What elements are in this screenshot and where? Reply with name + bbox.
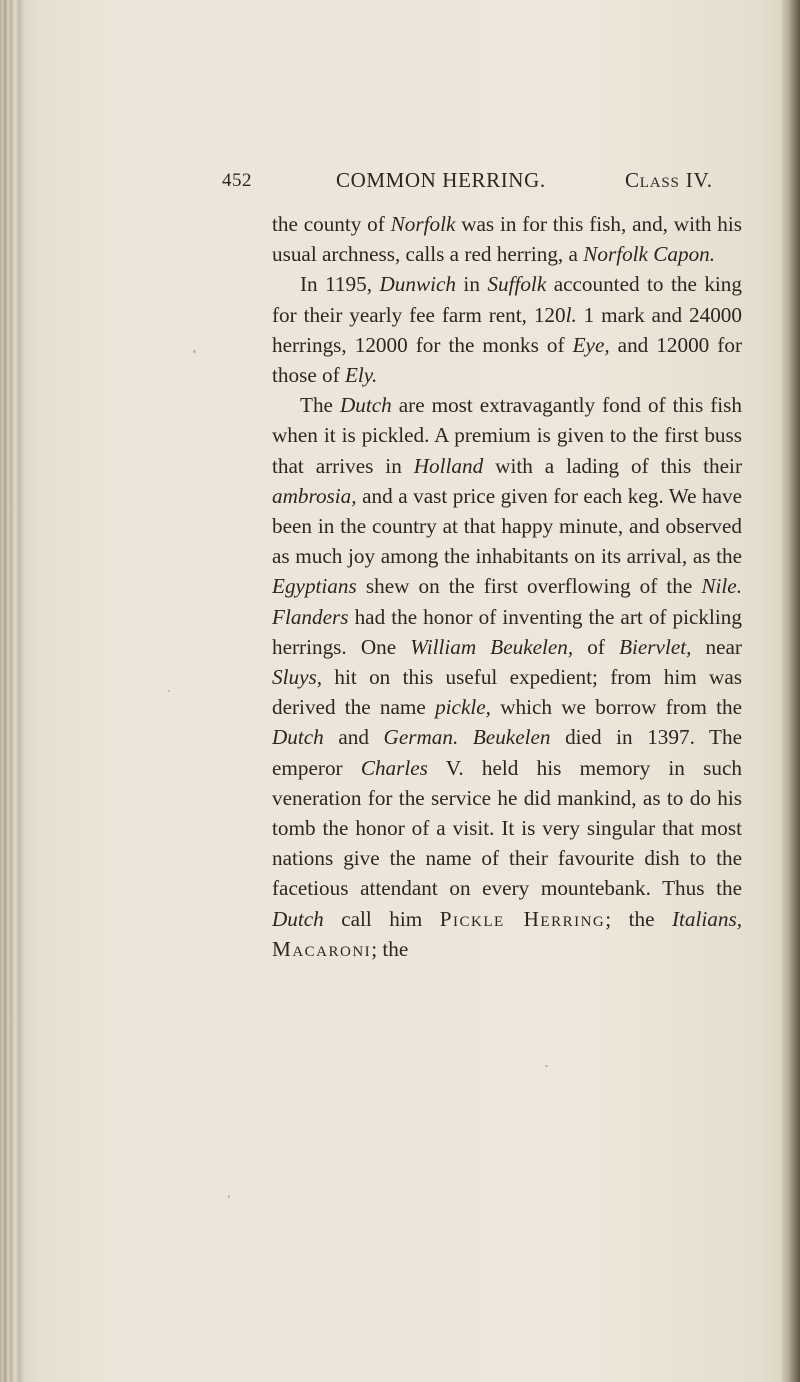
paper-speck — [193, 350, 196, 353]
italic-text: Biervlet, — [619, 634, 692, 659]
text-run: in — [455, 272, 488, 297]
text-run: had the honor of inventing the art of pickling herrings. One — [272, 604, 742, 659]
italic-text: Charles — [360, 755, 428, 780]
paper-speck — [228, 1195, 230, 1198]
italic-text: ambrosia, — [272, 483, 357, 508]
italic-text: pickle, — [435, 695, 491, 720]
text-run: The — [300, 393, 340, 418]
text-run: In 1195, — [300, 272, 380, 297]
italic-text: Flanders — [272, 604, 349, 629]
italic-text: Egyptians — [272, 574, 357, 599]
paper-speck — [545, 1065, 548, 1067]
italic-text: Norfolk Capon. — [583, 242, 716, 267]
text-run: and a vast price given for each keg. We have been in the country at that happy minute, and observed as much joy among the inhabitants on its arrival, as the — [272, 483, 742, 569]
italic-text: Holland — [413, 453, 484, 478]
italic-text: Dutch — [339, 393, 392, 418]
text-run: are most extravagantly fond of this fish when it is pickled. A premium is given to the first buss that arrives in — [272, 393, 742, 478]
text-run: accounted to the king for their yearly fee farm rent, 120 — [272, 272, 742, 327]
italic-text: Norfolk — [390, 212, 456, 236]
text-run: and — [323, 725, 384, 750]
text-run: hit on this useful expedient; from him was derived the name — [272, 665, 742, 720]
body-text — [272, 209, 742, 964]
text-run: shew on the first overflowing of the — [356, 574, 702, 599]
text-run: the county of — [272, 212, 391, 236]
page-edge-right — [782, 0, 800, 1382]
text-run: which we borrow from the — [490, 695, 742, 720]
paragraph — [272, 269, 742, 390]
italic-text: Italians, — [671, 906, 743, 931]
italic-text: Sluys, — [272, 665, 323, 690]
text-run: with a lading of this their — [483, 453, 742, 478]
italic-text: Eye, — [572, 332, 610, 357]
italic-text: Suffolk — [487, 272, 547, 297]
text-run: call him — [323, 906, 440, 931]
text-run: 1 mark and 24000 herrings, 12000 for the monks of — [272, 302, 742, 357]
text-run: died in 1397. The emperor — [272, 725, 742, 780]
text-run: ; the — [605, 906, 672, 931]
class-label: Class IV. — [625, 168, 713, 192]
paragraph — [272, 209, 742, 269]
page-number: 452 — [222, 170, 252, 191]
italic-text: Dutch — [272, 906, 324, 931]
text-run: ; the — [371, 936, 409, 961]
italic-text: Ely. — [344, 363, 378, 388]
italic-text: Dutch — [272, 725, 324, 750]
italic-text: Beukelen — [472, 725, 551, 750]
italic-text: l. — [565, 302, 577, 327]
text-run: was in for this fish, and, with his usual archness, calls a red herring, a — [272, 212, 742, 267]
text-run — [458, 725, 473, 749]
page-header — [0, 170, 800, 204]
italic-text: William Beukelen, — [410, 634, 574, 659]
smallcaps-text: Pickle Herring — [439, 906, 606, 931]
paragraph — [272, 390, 742, 964]
text-run: of — [573, 634, 620, 659]
page-gutter-left — [0, 0, 34, 1382]
smallcaps-text: Macaroni — [272, 936, 372, 961]
text-run: and 12000 for those of — [272, 332, 742, 388]
paper-speck — [168, 690, 170, 692]
text-run: near — [691, 634, 742, 659]
italic-text: Nile. — [701, 574, 742, 599]
running-title: COMMON HERRING. — [336, 168, 546, 192]
italic-text: German. — [383, 725, 459, 750]
italic-text: Dunwich — [379, 272, 456, 297]
text-run: V. held his memory in such veneration for the service he did mankind, as to do his tomb the honor of a visit. It is very singular that most nations give the name of their favourite dish to the facetious attendant on every mountebank. Thus the — [272, 755, 742, 901]
